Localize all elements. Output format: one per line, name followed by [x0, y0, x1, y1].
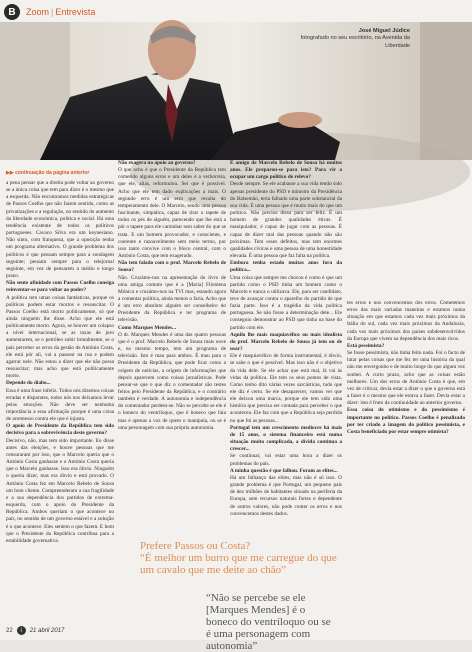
interview-question: Não tem falado com o prof. Marcelo Rebelo de Sousa?: [118, 260, 226, 274]
article-column-3: [230, 160, 342, 518]
interview-answer: A política tem umas coisas fantásticas, porque os políticos podem estar mortos e ressuscitar. O Passos Coelho está morto politicamente, só que ainda ninguém lhe disse. Acho que ele está politicamente morto. Agora, se houver um colapso a nível internacional, se as taxas de juro aumentarem, se o petróleo subir brutalmente, se o país perceber os erros da gestão de António Costa, ele está pôr ali, vai a passear na rua e podem agarrar nele. Não estou a dizer que ele não possa ressuscitar; mas acho que está politicamente morto.: [6, 294, 114, 380]
page-header: [4, 3, 95, 21]
interview-question: Está pessimista?: [347, 342, 385, 349]
interview-answer: Ele é maquiavélico de forma instrumental, é óbvio, se sabe o que é possível. Mas isso não é o objetivo da vida dele. Se ele achar que está mal, lá vai às vidas da política. Ele tem os seus pontos de vista. Como tenho dito várias vezes sarcásticas, tudo que ele diz é certo. Se ele desaparecer, vamos ver que ele deixou uma marca, porque ele tem sido uma história que precisa ser contada para perceber o que aconteceu. Ele faz com que a República seja perdida no que foi as pessoas...: [230, 353, 342, 424]
column-2-body: [118, 160, 226, 432]
column-1-body: [6, 180, 114, 545]
interview-answer: a pena pensar que a direita pode voltar ao governo se a única coisa que tem para dizer é o mesmo que a esquerda. Não encontramos medidas estratégicas de Passos Coelho que não fazem sentido, como as privatizações e a regulação, no sentido do aumento da liberdade económica, política e social. Há uma tendência existente de todos os políticos portugueses. Cavaco Silva era um keynesiano. Não sinto, com franqueza, que a oposição tenha um programa alternativo. O grande problema dos políticos é que pensam sempre para a sondagem seguinte; pensam sempre para o telejornal seguinte, em vez de pensarem a médio e longo prazo.: [6, 180, 114, 280]
continuation-text: continuação da página anterior: [15, 170, 90, 176]
pull-quote-question: Prefere Passos ou Costa?: [140, 540, 251, 552]
interview-question: Não exagera no apoio ao governo?: [118, 160, 196, 166]
interview-answer: Decisivo, não, mas tem sido importante. Eu disse antes das eleições, e houve pessoas que me censuraram por isso, que o Marcelo queria que o António Costa ganhasse e o António Costa queria que o Marcelo ganhasse. Isso era óbvio. Ninguém o queria dizer, mas era óbvio e está provado. O António Costa fez em Marcelo Rebelo de Sousa um bom cliente. Compreenderam a sua fragilidade e a sua dependência dos partidos de extrema-esquerda, com o apoio do Presidente da República. Ambos queriam o que acontece no país, no sentido de um governo estável e a solução é o que acontece. Eles sentem o que fazem. E bom que o Presidente da República contribua para a estabilidade governativa.: [6, 437, 114, 544]
interview-question: Essa coisa do otimismo e do pessimismo é importante no político. Passos Coelho é penalizado por ter criado a imagem do político pessimista, e Costa beneficiado por estar sempre otimista?: [347, 407, 465, 435]
interview-answer: O que acho é que o Presidente da República tem cometido alguns erros e um deles é a verborreia, que ele, aliás, reformulou. Sei que é possível. Acho que ele tem dado explicações a mais. O segundo erro é um erro que resulta do temperamento dele. O Marcelo, sendo uma pessoa fascinante, simpática, capaz de tirar o tapete de todos os pés de alguém, parecendo que lhe está a pôr o tapete para ele caminhar sem saber do que se trata. E um homem provocador, e consciente, e coerente e razoavelmente sem meio termo, por isso tanto convive com o bloco central, com o António Costa, que tem exagerado.: [118, 167, 226, 260]
article-column-4: [347, 300, 465, 436]
issue-date: 21 abril 2017: [29, 627, 65, 634]
interview-question: Como Marques Mendes...: [118, 324, 177, 331]
interview-question: Não sente afinidade com Passos Coelho consiga reinventar-se para voltar ao poder?: [6, 280, 114, 294]
caption-text: fotografado no seu escritório, na Avenida da Liberdade: [300, 35, 410, 49]
interview-answer: Se continuar, vai estar uma hora a dizer os problemas do país.: [230, 453, 342, 467]
page-number: 22: [6, 627, 13, 634]
photo-caption: [290, 28, 410, 50]
interview-question: Aquilo lhe mais maquiavélico ou mais idealista do prof. Marcelo Rebelo de Sousa já tem ou de usar?: [230, 331, 342, 353]
page-footer: [6, 626, 64, 635]
interview-answer: Desde sempre. Se ele acabasse a sua vida tendo sido apenas presidente do PSD e ministro da Presidência do Balsemão, teria falhado uma parte substancial da sua vida. É uma pessoa que é muito mais do que um político. Não preciso disso para ser feliz. É um homem de grandes qualidades éticas. É manipulador, é capaz de jogar com as pessoas. É capaz de dizer mal das pessoas quando não são próximas. Tem esses defeitos, mas tem enormes qualidades cívicas e uma pessoa de uma honestidade elevada. É uma pessoa que faz falta na política.: [230, 181, 342, 260]
section-name: Zoom: [26, 7, 50, 17]
interview-answer: tes erros e nos convencemos dos erros. Cometemos erros das mais variadas maneiras e estamos numa situação em que estamos cada vez mais próximos da Itália do sul, cada vez mais próximos da Andaluzia, cada vez mais próximos dos países subdesenvolvidos da Europa que vivem na dependência dos mais ricos.: [347, 300, 465, 342]
interview-answer: O dr. Marques Mendes é uma das quatro pessoas que é o prof. Marcelo Rebelo de Sousa mais ouve e, no mesmo tempo, tem um programa de televisão. Isto é mau para ambos. É mau para o Presidente da República, que pode ficar como a origem de notícias, a origem de informações que depois aparecem como coisas jornalísticas. Pode pensar-se que o que diz o comentador são testes feitos pelo Presidente da República, e o contrário também é verdade. A autonomia e independência do comentador perdem-se. Não se percebe se ele é o boneco do ventríloquo, que é boneco que fala mas é apenas a voz de quem o manipula, ou se é uma personagem com sua própria autonomia.: [118, 331, 226, 431]
interview-question: Embora tenha estado muitas anos fora da política...: [230, 260, 342, 274]
column-4-body: [347, 300, 465, 436]
brand-logo: B: [4, 4, 20, 20]
continuation-note: [6, 170, 114, 176]
pull-quote: [140, 540, 340, 652]
subsection-name: Entrevista: [55, 7, 96, 17]
interview-question: A minha questão é que falhou. Foram as elites...: [230, 467, 338, 474]
interview-question: Portugal tem um crescimento medíocre há mais de 15 anos, o sistema financeiro está numa situação muito complicada, a dívida continua a crescer...: [230, 424, 342, 453]
article-column-2: [118, 160, 226, 432]
interview-question: É amigo de Marcelo Rebelo de Sousa há muitos anos. Ele preparou-se para isto? Para vir a ocupar um cargo político de relevo?: [230, 160, 342, 181]
interview-question: Depende do diabo...: [6, 380, 51, 387]
article-column-1: [6, 170, 114, 545]
pull-quote-text: “É melhor um burro que me carregue do que um cavalo que me deite ao chão”: [140, 552, 337, 576]
interview-answer: Uma coisa que sempre me chocou é como é que um partido como o PSD tinha um homem como o Marcelo e nunca o utilizava. Ele, para ser candidato, teve de avançar contra o aparelho do partido de que fazia parte. Isso é a tragédia da vida política portuguesa. Se não fosse a determinação dele... Ele conseguiu demonstrar ao PSD que tinha na base do partido com ele.: [230, 274, 342, 331]
section-label: Zoom | Entrevista: [26, 7, 96, 17]
interview-question: O apoio de Presidente da República tem sido decisivo para a sobrevivência deste governo?: [6, 423, 114, 437]
interview-answer: Há um falhanço das elites, mas não é só isso. O grande problema é que Portugal, um pequeno país de dez milhões de habitantes situado na periferia da Europa, sem recursos naturais fortes e dependente de outros valores, não pode conter os erros e nos convencemos destes dados.: [230, 474, 342, 517]
interview-answer: Não. Cruzámo-nos na apresentação do livro de uma amiga comum que é a [Maria] Filomena Mónica e cruzámo-nos na TVI mas, estando agora a comentar política, ainda menos o faria. Acho que é um erro absoluto alguém ser conselheiro do Presidente da República e ter programa de televisão.: [118, 274, 226, 324]
arrow-right-icon: ▶▶: [6, 170, 14, 176]
interview-answer: Se fosse pessimista, não tinha feito nada. Foi o facto de lutar pelas coisas que me fez ter uma história da qual não me envergonho e de muito longe do que algum vez sonhei. A curto prazo, acho que as coisas estão melhores. Um dos erros de António Costa é que, em vez de criticar, devia estar a dizer o que o governo está a fazer é o mesmo que ele estava a fazer. Devia estar a dizer: isto é fruto da continuidade ao anterior governo.: [347, 350, 465, 407]
pull-quote-secondary: “Não se percebe se ele [Marques Mendes] é o boneco do ventríloquo ou se é uma personagem com autonomia”: [206, 592, 331, 652]
column-3-body: [230, 160, 342, 518]
brand-footer-logo: i: [17, 626, 26, 635]
caption-name: José Miguel Júdice: [358, 28, 410, 34]
interview-answer: Essa é uma frase infeliz. Todos nós dizemos coisas erradas e disparates, todos nós nos deixamos levar pelas emoções. Não deve ser nenhuma importância a essa afirmação porque é uma coisa de arremesso contra ele que é injusta.: [6, 387, 114, 423]
